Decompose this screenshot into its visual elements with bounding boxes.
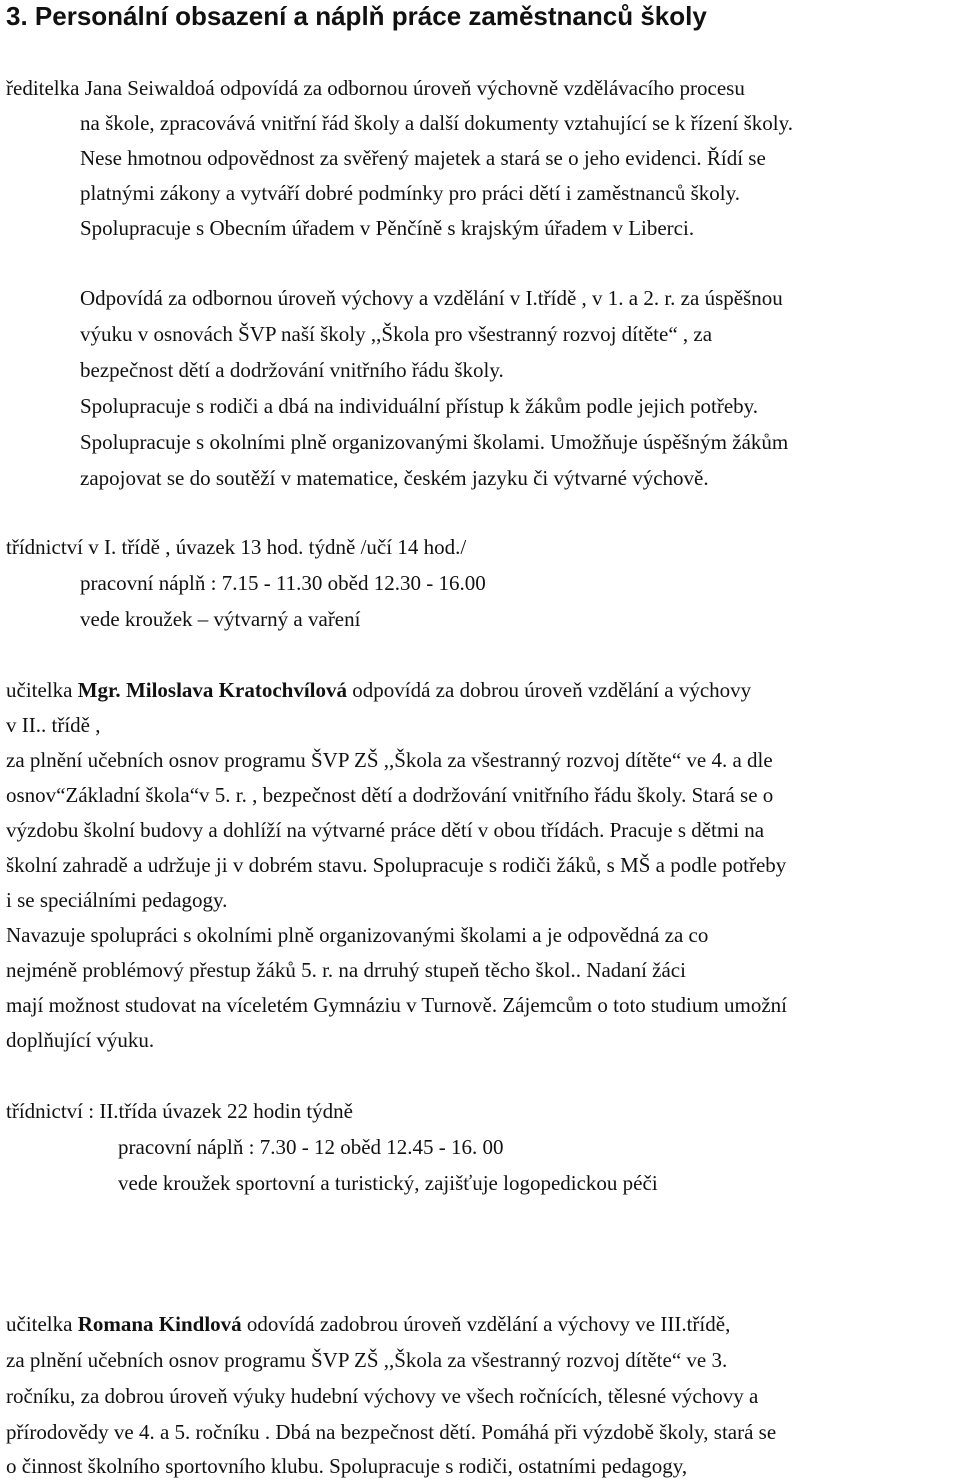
teacher2-first-line [6, 676, 751, 704]
teacher2-club: vede kroužek sportovní a turistický, zajišťuje logopedickou péči [118, 1171, 658, 1195]
director-line: platnými zákony a vytváří dobré podmínky pro práci dětí i zaměstnanců školy. [80, 181, 740, 205]
director-line: Odpovídá za odbornou úroveň výchovy a vzdělání v I.třídě , v 1. a 2. r. za úspěšnou [80, 286, 783, 310]
director-work-hours: pracovní náplň : 7.15 - 11.30 oběd 12.30 - 16.00 [80, 571, 486, 595]
teacher3-line: ročníku, za dobrou úroveň výuky hudební výchovy ve všech ročnících, tělesné výchovy a [6, 1384, 759, 1408]
director-club: vede kroužek – výtvarný a vaření [80, 607, 361, 631]
section-heading: 3. Personální obsazení a náplň práce zaměstnanců školy [6, 1, 707, 31]
director-line: na škole, zpracovává vnitřní řád školy a další dokumenty vztahující se k řízení školy. [80, 111, 794, 135]
teacher2-line: výzdobu školní budovy a dohlíží na výtvarné práce dětí v obou třídách. Pracuje s dětmi na [6, 818, 765, 842]
teacher2-class-teacher: třídnictví : II.třída úvazek 22 hodin týdně [6, 1099, 353, 1123]
teacher2-line: za plnění učebních osnov programu ŠVP ZŠ ,,Škola za všestranný rozvoj dítěte“ ve 4. a dle [6, 748, 773, 772]
director-line: výuku v osnovách ŠVP naší školy ,,Škola pro všestranný rozvoj dítěte“ , za [80, 322, 713, 346]
teacher3-first-line-rest: odovídá zadobrou úroveň vzdělání a výchovy ve III.třídě, [241, 1312, 731, 1336]
director-line: Spolupracuje s okolními plně organizovanými školami. Umožňuje úspěšným žákům [80, 430, 789, 454]
director-line: Nese hmotnou odpovědnost za svěřený majetek a stará se o jeho evidenci. Řídí se [80, 146, 766, 170]
director-line: bezpečnost dětí a dodržování vnitřního řádu školy. [80, 358, 504, 382]
teacher2-line: doplňující výuku. [6, 1028, 155, 1052]
teacher2-line: v II.. třídě , [6, 713, 101, 737]
director-line: Spolupracuje s Obecním úřadem v Pěnčíně s krajským úřadem v Liberci. [80, 216, 695, 240]
teacher3-line: za plnění učebních osnov programu ŠVP ZŠ ,,Škola za všestranný rozvoj dítěte“ ve 3. [6, 1348, 728, 1372]
director-class-teacher: třídnictví v I. třídě , úvazek 13 hod. týdně /učí 14 hod./ [6, 535, 467, 559]
teacher2-line: i se speciálními pedagogy. [6, 888, 228, 912]
director-line: zapojovat se do soutěží v matematice, českém jazyku či výtvarné výchově. [80, 466, 709, 490]
teacher2-line: Navazuje spolupráci s okolními plně organizovanými školami a je odpovědná za co [6, 923, 709, 947]
teacher3-name: Romana Kindlová [77, 1312, 242, 1336]
teacher2-role: učitelka [6, 678, 78, 702]
teacher2-first-line-rest: odpovídá za dobrou úroveň vzdělání a výchovy [347, 678, 752, 702]
teacher2-title: Mgr. [77, 678, 126, 702]
teacher2-line: nejméně problémový přestup žáků 5. r. na drruhý stupeň těcho škol.. Nadaní žáci [6, 958, 686, 982]
director-line: ředitelka Jana Seiwaldoá odpovídá za odbornou úroveň výchovně vzdělávacího procesu [6, 76, 745, 100]
teacher2-line: osnov“Základní škola“v 5. r. , bezpečnost dětí a dodržování vnitřního řádu školy. Stará se o [6, 783, 774, 807]
teacher3-line: o činnost školního sportovního klubu. Spolupracuje s rodiči, ostatními pedagogy, [6, 1454, 688, 1478]
teacher2-name: Miloslava Kratochvílová [125, 678, 348, 702]
director-line: Spolupracuje s rodiči a dbá na individuální přístup k žákům podle jejich potřeby. [80, 394, 759, 418]
teacher2-work-hours: pracovní náplň : 7.30 - 12 oběd 12.45 - 16. 00 [118, 1135, 504, 1159]
teacher3-first-line [6, 1310, 730, 1338]
teacher3-role: učitelka [6, 1312, 78, 1336]
teacher2-line: mají možnost studovat na víceletém Gymnáziu v Turnově. Zájemcům o toto studium umožní [6, 993, 787, 1017]
teacher3-line: přírodovědy ve 4. a 5. ročníku . Dbá na bezpečnost dětí. Pomáhá při výzdobě školy, stará se [6, 1420, 777, 1444]
teacher2-line: školní zahradě a udržuje ji v dobrém stavu. Spolupracuje s rodiči žáků, s MŠ a podle potřeby [6, 853, 787, 877]
